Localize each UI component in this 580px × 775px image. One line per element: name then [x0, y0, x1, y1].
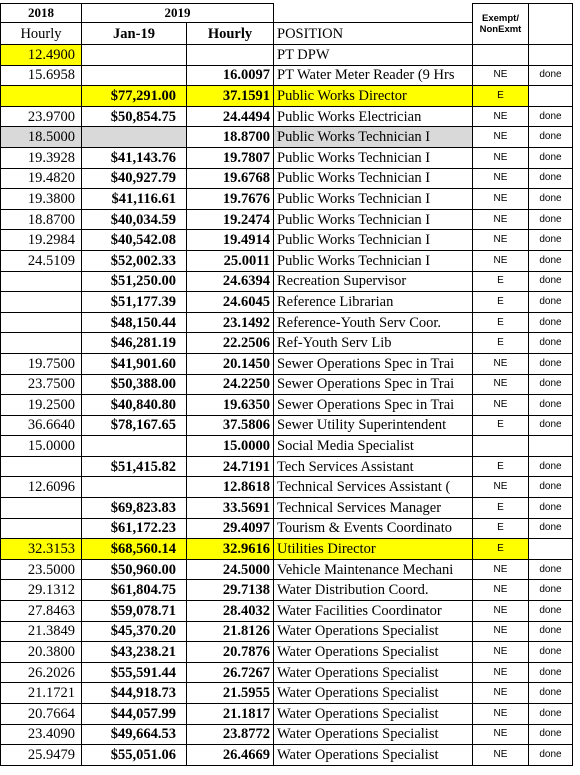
- done-cell: done: [529, 65, 573, 86]
- exempt-status-cell: E: [473, 518, 529, 539]
- position-cell: Public Works Technician I: [274, 127, 473, 148]
- position-cell: Reference-Youth Serv Coor.: [274, 312, 473, 333]
- table-row: [1, 662, 573, 683]
- hourly-2018-cell: 19.3928: [1, 147, 82, 168]
- done-cell: done: [529, 456, 573, 477]
- jan19-salary-cell: $44,918.73: [82, 683, 187, 704]
- exempt-status-cell: NE: [473, 147, 529, 168]
- table-row: [1, 601, 573, 622]
- jan19-salary-cell: $59,078.71: [82, 601, 187, 622]
- done-cell: done: [529, 312, 573, 333]
- hourly-2019-cell: 26.4669: [187, 745, 274, 766]
- position-cell: Technical Services Assistant (: [274, 477, 473, 498]
- position-cell: Social Media Specialist: [274, 436, 473, 457]
- table-row: [1, 86, 573, 107]
- position-cell: Reference Librarian: [274, 292, 473, 313]
- table-row: [1, 724, 573, 745]
- jan19-salary-cell: $68,560.14: [82, 539, 187, 560]
- jan19-salary-cell: $51,177.39: [82, 292, 187, 313]
- table-row: [1, 456, 573, 477]
- position-cell: Tourism & Events Coordinato: [274, 518, 473, 539]
- table-row: [1, 250, 573, 271]
- position-cell: Utilities Director: [274, 539, 473, 560]
- table-row: [1, 189, 573, 210]
- exempt-status-cell: NE: [473, 642, 529, 663]
- hourly-2018-cell: 20.3800: [1, 642, 82, 663]
- hourly-2019-cell: 24.4494: [187, 106, 274, 127]
- hourly-2019-cell: 20.1450: [187, 353, 274, 374]
- exempt-status-cell: [473, 436, 529, 457]
- salary-table-body: [1, 4, 573, 766]
- exempt-status-cell: NE: [473, 395, 529, 416]
- done-cell: done: [529, 621, 573, 642]
- header-exempt: Exempt/ NonExmt: [473, 4, 529, 45]
- done-cell: done: [529, 724, 573, 745]
- jan19-salary-cell: $40,542.08: [82, 230, 187, 251]
- hourly-2018-cell: [1, 518, 82, 539]
- exempt-status-cell: NE: [473, 704, 529, 725]
- done-cell: done: [529, 374, 573, 395]
- done-cell: done: [529, 477, 573, 498]
- hourly-2019-cell: 24.6394: [187, 271, 274, 292]
- position-cell: PT Water Meter Reader (9 Hrs: [274, 65, 473, 86]
- exempt-status-cell: NE: [473, 662, 529, 683]
- hourly-2019-cell: 20.7876: [187, 642, 274, 663]
- position-cell: Sewer Operations Spec in Trai: [274, 374, 473, 395]
- table-row: [1, 374, 573, 395]
- position-cell: Public Works Technician I: [274, 209, 473, 230]
- hourly-2019-cell: 16.0097: [187, 65, 274, 86]
- done-cell: done: [529, 271, 573, 292]
- table-row: [1, 642, 573, 663]
- salary-table: [0, 3, 573, 766]
- table-row: [1, 65, 573, 86]
- hourly-2019-cell: 21.8126: [187, 621, 274, 642]
- jan19-salary-cell: [82, 65, 187, 86]
- hourly-2018-cell: 19.2500: [1, 395, 82, 416]
- done-cell: done: [529, 230, 573, 251]
- done-cell: done: [529, 127, 573, 148]
- header-hourly-2019: Hourly: [187, 23, 274, 45]
- position-cell: Public Works Electrician: [274, 106, 473, 127]
- jan19-salary-cell: $48,150.44: [82, 312, 187, 333]
- header-done-blank: [529, 4, 573, 45]
- hourly-2019-cell: 19.6768: [187, 168, 274, 189]
- hourly-2018-cell: 23.4090: [1, 724, 82, 745]
- jan19-salary-cell: $69,823.83: [82, 498, 187, 519]
- table-row: [1, 704, 573, 725]
- jan19-salary-cell: $61,804.75: [82, 580, 187, 601]
- header-2018: 2018: [1, 4, 82, 23]
- table-row: [1, 415, 573, 436]
- position-cell: Vehicle Maintenance Mechani: [274, 559, 473, 580]
- hourly-2019-cell: 29.4097: [187, 518, 274, 539]
- header-row-years: [1, 4, 573, 23]
- done-cell: done: [529, 353, 573, 374]
- hourly-2018-cell: 21.1721: [1, 683, 82, 704]
- exempt-status-cell: NE: [473, 559, 529, 580]
- done-cell: done: [529, 580, 573, 601]
- done-cell: done: [529, 601, 573, 622]
- exempt-status-cell: NE: [473, 230, 529, 251]
- hourly-2018-cell: 20.7664: [1, 704, 82, 725]
- hourly-2019-cell: 32.9616: [187, 539, 274, 560]
- jan19-salary-cell: $55,591.44: [82, 662, 187, 683]
- done-cell: done: [529, 106, 573, 127]
- position-cell: Public Works Technician I: [274, 189, 473, 210]
- table-row: [1, 745, 573, 766]
- hourly-2019-cell: 19.7676: [187, 189, 274, 210]
- done-cell: done: [529, 168, 573, 189]
- exempt-status-cell: NE: [473, 127, 529, 148]
- jan19-salary-cell: $51,250.00: [82, 271, 187, 292]
- hourly-2019-cell: 23.8772: [187, 724, 274, 745]
- hourly-2018-cell: 32.3153: [1, 539, 82, 560]
- exempt-status-cell: E: [473, 498, 529, 519]
- position-cell: Ref-Youth Serv Lib: [274, 333, 473, 354]
- done-cell: done: [529, 559, 573, 580]
- table-row: [1, 559, 573, 580]
- table-row: [1, 477, 573, 498]
- position-cell: Sewer Utility Superintendent: [274, 415, 473, 436]
- position-cell: Water Operations Specialist: [274, 745, 473, 766]
- position-cell: Public Works Technician I: [274, 230, 473, 251]
- hourly-2018-cell: 18.5000: [1, 127, 82, 148]
- position-cell: Public Works Technician I: [274, 147, 473, 168]
- done-cell: done: [529, 333, 573, 354]
- jan19-salary-cell: $40,840.80: [82, 395, 187, 416]
- jan19-salary-cell: $51,415.82: [82, 456, 187, 477]
- jan19-salary-cell: $50,388.00: [82, 374, 187, 395]
- hourly-2018-cell: 36.6640: [1, 415, 82, 436]
- hourly-2018-cell: 12.6096: [1, 477, 82, 498]
- hourly-2019-cell: 21.5955: [187, 683, 274, 704]
- hourly-2018-cell: 29.1312: [1, 580, 82, 601]
- done-cell: [529, 539, 573, 560]
- jan19-salary-cell: $50,854.75: [82, 106, 187, 127]
- exempt-status-cell: NE: [473, 189, 529, 210]
- position-cell: Tech Services Assistant: [274, 456, 473, 477]
- exempt-status-cell: E: [473, 333, 529, 354]
- hourly-2019-cell: 19.4914: [187, 230, 274, 251]
- exempt-status-cell: NE: [473, 477, 529, 498]
- hourly-2018-cell: [1, 333, 82, 354]
- exempt-status-cell: NE: [473, 724, 529, 745]
- hourly-2019-cell: 29.7138: [187, 580, 274, 601]
- hourly-2019-cell: [187, 45, 274, 66]
- hourly-2019-cell: 12.8618: [187, 477, 274, 498]
- table-row: [1, 147, 573, 168]
- position-cell: Public Works Director: [274, 86, 473, 107]
- table-row: [1, 168, 573, 189]
- position-cell: Water Operations Specialist: [274, 683, 473, 704]
- table-row: [1, 395, 573, 416]
- exempt-status-cell: NE: [473, 209, 529, 230]
- exempt-status-cell: NE: [473, 250, 529, 271]
- hourly-2018-cell: [1, 86, 82, 107]
- done-cell: done: [529, 415, 573, 436]
- position-cell: Public Works Technician I: [274, 168, 473, 189]
- hourly-2018-cell: [1, 271, 82, 292]
- jan19-salary-cell: [82, 127, 187, 148]
- jan19-salary-cell: $78,167.65: [82, 415, 187, 436]
- hourly-2018-cell: 25.9479: [1, 745, 82, 766]
- done-cell: done: [529, 395, 573, 416]
- done-cell: done: [529, 518, 573, 539]
- table-row: [1, 353, 573, 374]
- hourly-2018-cell: 12.4900: [1, 45, 82, 66]
- done-cell: done: [529, 209, 573, 230]
- hourly-2019-cell: 24.7191: [187, 456, 274, 477]
- exempt-status-cell: NE: [473, 168, 529, 189]
- exempt-status-cell: E: [473, 539, 529, 560]
- table-row: [1, 333, 573, 354]
- position-cell: Water Operations Specialist: [274, 662, 473, 683]
- hourly-2018-cell: 23.7500: [1, 374, 82, 395]
- hourly-2019-cell: 33.5691: [187, 498, 274, 519]
- jan19-salary-cell: $50,960.00: [82, 559, 187, 580]
- done-cell: done: [529, 498, 573, 519]
- hourly-2019-cell: 19.2474: [187, 209, 274, 230]
- hourly-2018-cell: [1, 292, 82, 313]
- table-row: [1, 683, 573, 704]
- jan19-salary-cell: $49,664.53: [82, 724, 187, 745]
- position-cell: Sewer Operations Spec in Trai: [274, 395, 473, 416]
- exempt-status-cell: E: [473, 456, 529, 477]
- table-row: [1, 518, 573, 539]
- table-row: [1, 271, 573, 292]
- table-row: [1, 539, 573, 560]
- jan19-salary-cell: $77,291.00: [82, 86, 187, 107]
- hourly-2018-cell: 27.8463: [1, 601, 82, 622]
- exempt-status-cell: E: [473, 86, 529, 107]
- hourly-2019-cell: 25.0011: [187, 250, 274, 271]
- position-cell: Water Distribution Coord.: [274, 580, 473, 601]
- hourly-2018-cell: 23.5000: [1, 559, 82, 580]
- hourly-2019-cell: 18.8700: [187, 127, 274, 148]
- exempt-status-cell: NE: [473, 580, 529, 601]
- done-cell: done: [529, 704, 573, 725]
- done-cell: done: [529, 147, 573, 168]
- jan19-salary-cell: $61,172.23: [82, 518, 187, 539]
- jan19-salary-cell: $41,116.61: [82, 189, 187, 210]
- exempt-status-cell: NE: [473, 374, 529, 395]
- exempt-status-cell: [473, 45, 529, 66]
- jan19-salary-cell: $43,238.21: [82, 642, 187, 663]
- hourly-2018-cell: 21.3849: [1, 621, 82, 642]
- table-row: [1, 292, 573, 313]
- done-cell: done: [529, 292, 573, 313]
- exempt-status-cell: NE: [473, 65, 529, 86]
- position-cell: Water Facilities Coordinator: [274, 601, 473, 622]
- exempt-status-cell: NE: [473, 601, 529, 622]
- table-row: [1, 498, 573, 519]
- position-cell: Water Operations Specialist: [274, 704, 473, 725]
- header-blank: [274, 4, 473, 23]
- position-cell: Recreation Supervisor: [274, 271, 473, 292]
- exempt-status-cell: NE: [473, 745, 529, 766]
- jan19-salary-cell: $41,901.60: [82, 353, 187, 374]
- jan19-salary-cell: $40,927.79: [82, 168, 187, 189]
- hourly-2019-cell: 28.4032: [187, 601, 274, 622]
- jan19-salary-cell: $45,370.20: [82, 621, 187, 642]
- header-2019: 2019: [82, 4, 274, 23]
- done-cell: [529, 45, 573, 66]
- hourly-2019-cell: 24.2250: [187, 374, 274, 395]
- header-jan19: Jan-19: [82, 23, 187, 45]
- hourly-2018-cell: 19.2984: [1, 230, 82, 251]
- exempt-status-cell: NE: [473, 621, 529, 642]
- hourly-2018-cell: 19.4820: [1, 168, 82, 189]
- hourly-2019-cell: 15.0000: [187, 436, 274, 457]
- hourly-2019-cell: 19.7807: [187, 147, 274, 168]
- hourly-2018-cell: [1, 456, 82, 477]
- hourly-2019-cell: 21.1817: [187, 704, 274, 725]
- table-row: [1, 312, 573, 333]
- table-row: [1, 106, 573, 127]
- hourly-2019-cell: 23.1492: [187, 312, 274, 333]
- jan19-salary-cell: $44,057.99: [82, 704, 187, 725]
- done-cell: [529, 436, 573, 457]
- hourly-2018-cell: 19.3800: [1, 189, 82, 210]
- exempt-status-cell: NE: [473, 106, 529, 127]
- hourly-2018-cell: 18.8700: [1, 209, 82, 230]
- hourly-2018-cell: [1, 312, 82, 333]
- table-row: [1, 580, 573, 601]
- hourly-2019-cell: 24.5000: [187, 559, 274, 580]
- table-row: [1, 209, 573, 230]
- exempt-status-cell: NE: [473, 353, 529, 374]
- done-cell: done: [529, 250, 573, 271]
- table-row: [1, 45, 573, 66]
- hourly-2018-cell: 24.5109: [1, 250, 82, 271]
- position-cell: PT DPW: [274, 45, 473, 66]
- done-cell: done: [529, 662, 573, 683]
- header-hourly-2018: Hourly: [1, 23, 82, 45]
- position-cell: Sewer Operations Spec in Trai: [274, 353, 473, 374]
- jan19-salary-cell: $52,002.33: [82, 250, 187, 271]
- exempt-status-cell: E: [473, 415, 529, 436]
- header-position: POSITION: [274, 23, 473, 45]
- position-cell: Water Operations Specialist: [274, 724, 473, 745]
- hourly-2019-cell: 37.1591: [187, 86, 274, 107]
- exempt-status-cell: E: [473, 312, 529, 333]
- jan19-salary-cell: [82, 45, 187, 66]
- table-row: [1, 621, 573, 642]
- jan19-salary-cell: [82, 436, 187, 457]
- jan19-salary-cell: $40,034.59: [82, 209, 187, 230]
- exempt-status-cell: E: [473, 292, 529, 313]
- hourly-2018-cell: [1, 498, 82, 519]
- exempt-status-cell: NE: [473, 683, 529, 704]
- done-cell: [529, 86, 573, 107]
- hourly-2019-cell: 26.7267: [187, 662, 274, 683]
- hourly-2019-cell: 22.2506: [187, 333, 274, 354]
- table-row: [1, 230, 573, 251]
- position-cell: Water Operations Specialist: [274, 642, 473, 663]
- position-cell: Water Operations Specialist: [274, 621, 473, 642]
- hourly-2019-cell: 19.6350: [187, 395, 274, 416]
- position-cell: Public Works Technician I: [274, 250, 473, 271]
- jan19-salary-cell: $46,281.19: [82, 333, 187, 354]
- exempt-status-cell: E: [473, 271, 529, 292]
- hourly-2019-cell: 24.6045: [187, 292, 274, 313]
- jan19-salary-cell: $55,051.06: [82, 745, 187, 766]
- done-cell: done: [529, 683, 573, 704]
- hourly-2018-cell: 26.2026: [1, 662, 82, 683]
- jan19-salary-cell: [82, 477, 187, 498]
- table-row: [1, 436, 573, 457]
- hourly-2019-cell: 37.5806: [187, 415, 274, 436]
- table-row: [1, 127, 573, 148]
- hourly-2018-cell: 15.0000: [1, 436, 82, 457]
- done-cell: done: [529, 189, 573, 210]
- done-cell: done: [529, 642, 573, 663]
- jan19-salary-cell: $41,143.76: [82, 147, 187, 168]
- hourly-2018-cell: 15.6958: [1, 65, 82, 86]
- hourly-2018-cell: 19.7500: [1, 353, 82, 374]
- hourly-2018-cell: 23.9700: [1, 106, 82, 127]
- done-cell: done: [529, 745, 573, 766]
- position-cell: Technical Services Manager: [274, 498, 473, 519]
